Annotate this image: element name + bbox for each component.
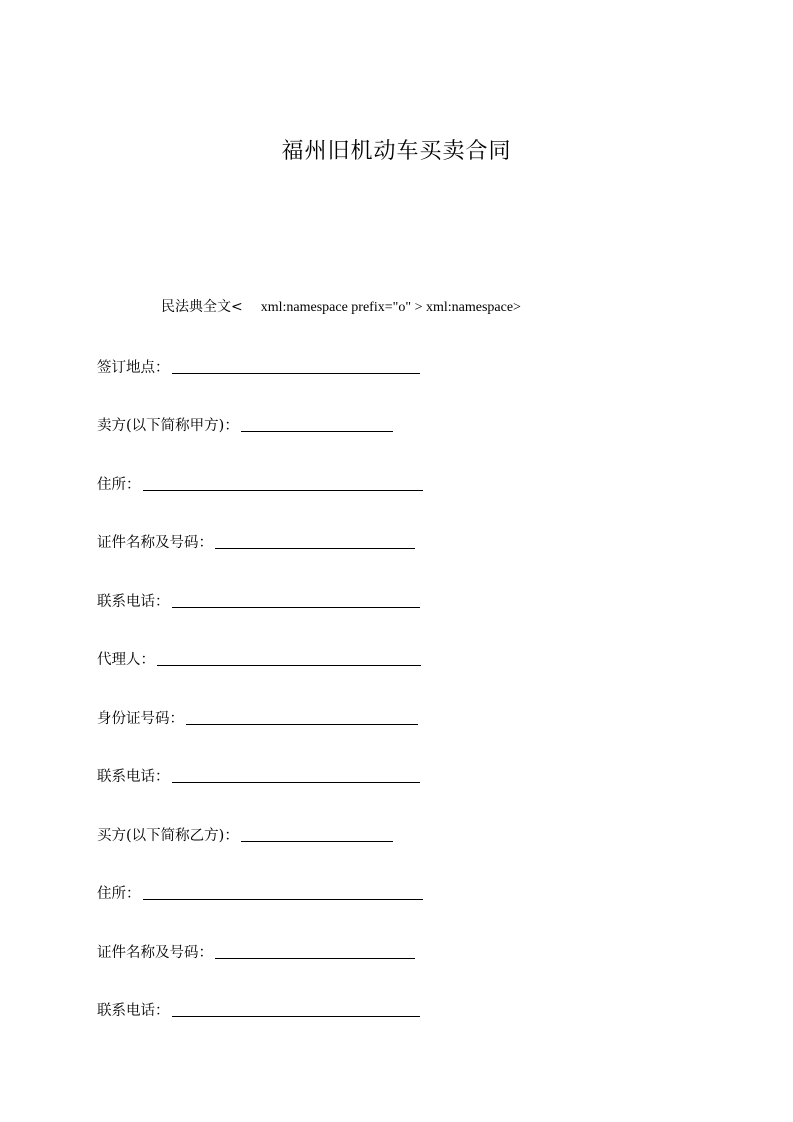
xml-namespace-text: xml:namespace prefix="o" > xml:namespace> bbox=[260, 300, 521, 315]
field-label: 联系电话： bbox=[97, 594, 170, 610]
contract-title: 福州旧机动车买卖合同 bbox=[281, 139, 512, 164]
field-agent bbox=[97, 648, 421, 670]
field-label: 签订地点： bbox=[97, 360, 170, 376]
field-agent-phone bbox=[97, 765, 420, 787]
civil-code-text: 民法典全文< bbox=[161, 299, 243, 315]
fill-in-blank[interactable] bbox=[143, 883, 423, 900]
field-agent-id bbox=[97, 707, 418, 729]
field-buyer-address bbox=[97, 882, 423, 904]
fill-in-blank[interactable] bbox=[186, 708, 418, 725]
field-label: 身份证号码： bbox=[97, 711, 184, 727]
fill-in-blank[interactable] bbox=[241, 825, 393, 842]
field-signing-location bbox=[97, 356, 420, 378]
fill-in-blank[interactable] bbox=[172, 766, 420, 783]
field-seller bbox=[97, 414, 393, 436]
field-seller-id bbox=[97, 531, 415, 553]
field-label: 买方(以下简称乙方)： bbox=[97, 828, 239, 844]
field-seller-phone bbox=[97, 590, 420, 612]
field-label: 住所： bbox=[97, 477, 141, 493]
fill-in-blank[interactable] bbox=[215, 532, 415, 549]
field-label: 住所： bbox=[97, 886, 141, 902]
fill-in-blank[interactable] bbox=[157, 649, 421, 666]
field-label: 卖方(以下简称甲方)： bbox=[97, 418, 239, 434]
fill-in-blank[interactable] bbox=[172, 591, 420, 608]
civil-code-reference bbox=[161, 296, 521, 319]
field-label: 证件名称及号码： bbox=[97, 945, 213, 961]
fill-in-blank[interactable] bbox=[143, 474, 423, 491]
field-label: 联系电话： bbox=[97, 769, 170, 785]
field-buyer-id bbox=[97, 941, 415, 963]
field-label: 证件名称及号码： bbox=[97, 535, 213, 551]
field-buyer bbox=[97, 824, 393, 846]
fill-in-blank[interactable] bbox=[172, 357, 420, 374]
field-seller-address bbox=[97, 473, 423, 495]
field-buyer-phone bbox=[97, 999, 420, 1021]
field-label: 代理人： bbox=[97, 652, 155, 668]
fill-in-blank[interactable] bbox=[215, 942, 415, 959]
field-label: 联系电话： bbox=[97, 1003, 170, 1019]
fill-in-blank[interactable] bbox=[172, 1000, 420, 1017]
fill-in-blank[interactable] bbox=[241, 415, 393, 432]
